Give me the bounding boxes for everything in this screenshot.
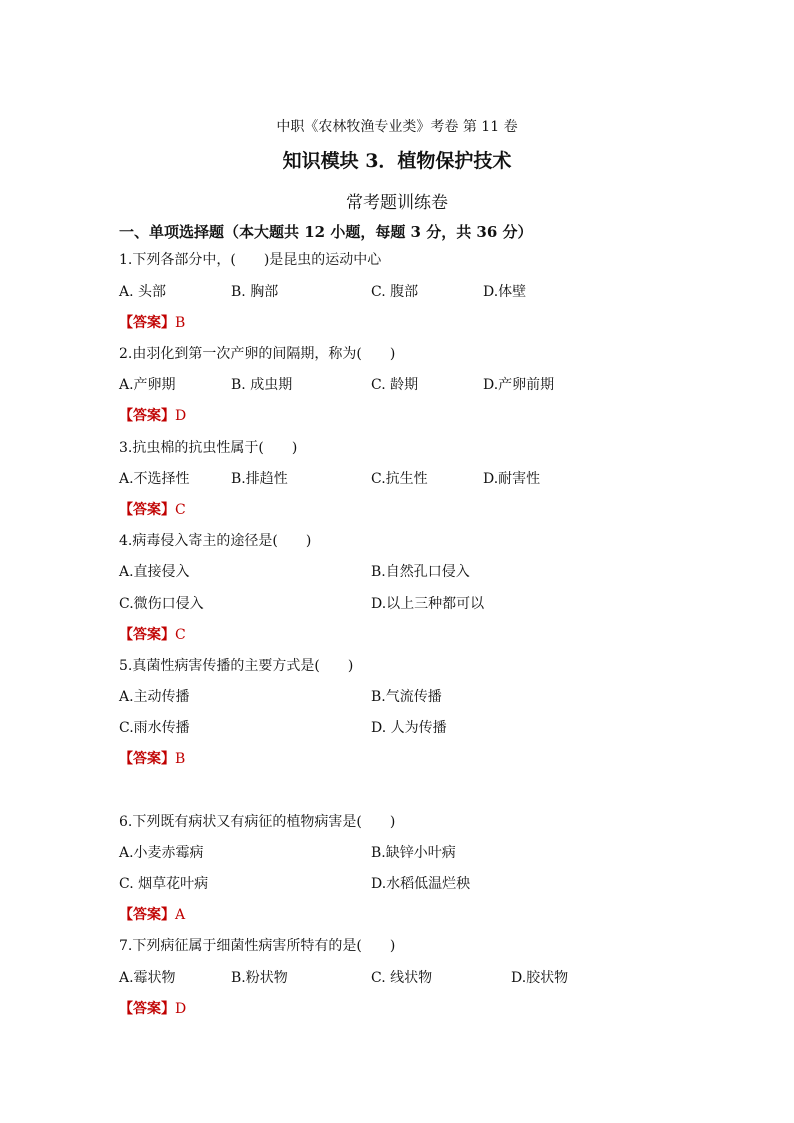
option-c: C.雨水传播	[119, 720, 190, 736]
option-d: D.以上三种都可以	[371, 596, 485, 612]
option-a: A.不选择性	[119, 471, 190, 487]
option-b: B.粉状物	[231, 970, 288, 986]
question-options	[119, 281, 679, 312]
answer-value: D	[175, 408, 187, 424]
question-options	[119, 717, 679, 748]
question-stem	[119, 530, 679, 561]
question-text: 1.下列各部分中，( )是昆虫的运动中心	[119, 252, 382, 268]
option-b: B. 胸部	[231, 284, 279, 300]
answer-value: D	[175, 1001, 187, 1017]
answer-value: C	[175, 627, 186, 643]
answer-line	[119, 998, 186, 1018]
option-c: C.微伤口侵入	[119, 596, 204, 612]
answer-value: A	[175, 907, 186, 923]
question-options	[119, 561, 679, 592]
answer-line	[119, 624, 186, 644]
option-a: A.小麦赤霉病	[119, 845, 204, 861]
question-stem	[119, 343, 679, 374]
option-c: C. 龄期	[371, 377, 419, 393]
option-d: D.耐害性	[483, 471, 541, 487]
option-a: A.主动传播	[119, 689, 190, 705]
question-options	[119, 468, 679, 499]
question-stem	[119, 935, 679, 966]
option-c: C.抗生性	[371, 471, 428, 487]
answer-line	[119, 405, 186, 425]
question-text: 4.病毒侵入寄主的途径是( )	[119, 533, 312, 549]
option-b: B.自然孔口侵入	[371, 564, 470, 580]
answer-label: 【答案】	[119, 502, 175, 518]
option-c: C. 线状物	[371, 970, 433, 986]
exam-subtitle: 常考题训练卷	[346, 193, 448, 213]
option-b: B.气流传播	[371, 689, 442, 705]
option-d: D.产卵前期	[483, 377, 555, 393]
question-options	[119, 967, 679, 998]
option-a: A.直接侵入	[119, 564, 190, 580]
option-d: D.水稻低温烂秧	[371, 876, 471, 892]
question-text: 5.真菌性病害传播的主要方式是( )	[119, 658, 354, 674]
answer-label: 【答案】	[119, 627, 175, 643]
answer-label: 【答案】	[119, 315, 175, 331]
option-a: A.产卵期	[119, 377, 176, 393]
question-stem	[119, 437, 679, 468]
answer-value: B	[175, 751, 186, 767]
option-b: B.缺锌小叶病	[371, 845, 456, 861]
option-b: B.排趋性	[231, 471, 288, 487]
option-a: A.霉状物	[119, 970, 176, 986]
option-c: C. 烟草花叶病	[119, 876, 209, 892]
question-text: 2.由羽化到第一次产卵的间隔期，称为( )	[119, 346, 396, 362]
answer-value: B	[175, 315, 186, 331]
option-b: B. 成虫期	[231, 377, 293, 393]
question-text: 7.下列病征属于细菌性病害所特有的是( )	[119, 938, 396, 954]
question-options	[119, 842, 679, 873]
answer-line	[119, 904, 185, 924]
exam-header: 中职《农林牧渔专业类》考卷 第 11 卷	[276, 119, 518, 135]
question-stem	[119, 811, 679, 842]
answer-line	[119, 748, 185, 768]
answer-label: 【答案】	[119, 751, 175, 767]
module-title: 知识模块 3．植物保护技术	[282, 150, 512, 172]
answer-label: 【答案】	[119, 1001, 175, 1017]
answer-line	[119, 499, 186, 519]
question-stem	[119, 249, 679, 280]
question-stem	[119, 655, 679, 686]
section-heading: 一、单项选择题（本大题共 12 小题，每题 3 分，共 36 分）	[119, 223, 533, 241]
question-text: 6.下列既有病状又有病征的植物病害是( )	[119, 814, 396, 830]
option-d: D.胶状物	[511, 970, 569, 986]
option-d: D.体壁	[483, 284, 527, 300]
option-a: A. 头部	[119, 284, 167, 300]
question-options	[119, 374, 679, 405]
answer-line	[119, 312, 185, 332]
answer-label: 【答案】	[119, 907, 175, 923]
answer-value: C	[175, 502, 186, 518]
question-options	[119, 873, 679, 904]
option-c: C. 腹部	[371, 284, 419, 300]
option-d: D. 人为传播	[371, 720, 447, 736]
question-options	[119, 593, 679, 624]
question-options	[119, 686, 679, 717]
question-text: 3.抗虫棉的抗虫性属于( )	[119, 440, 298, 456]
answer-label: 【答案】	[119, 408, 175, 424]
